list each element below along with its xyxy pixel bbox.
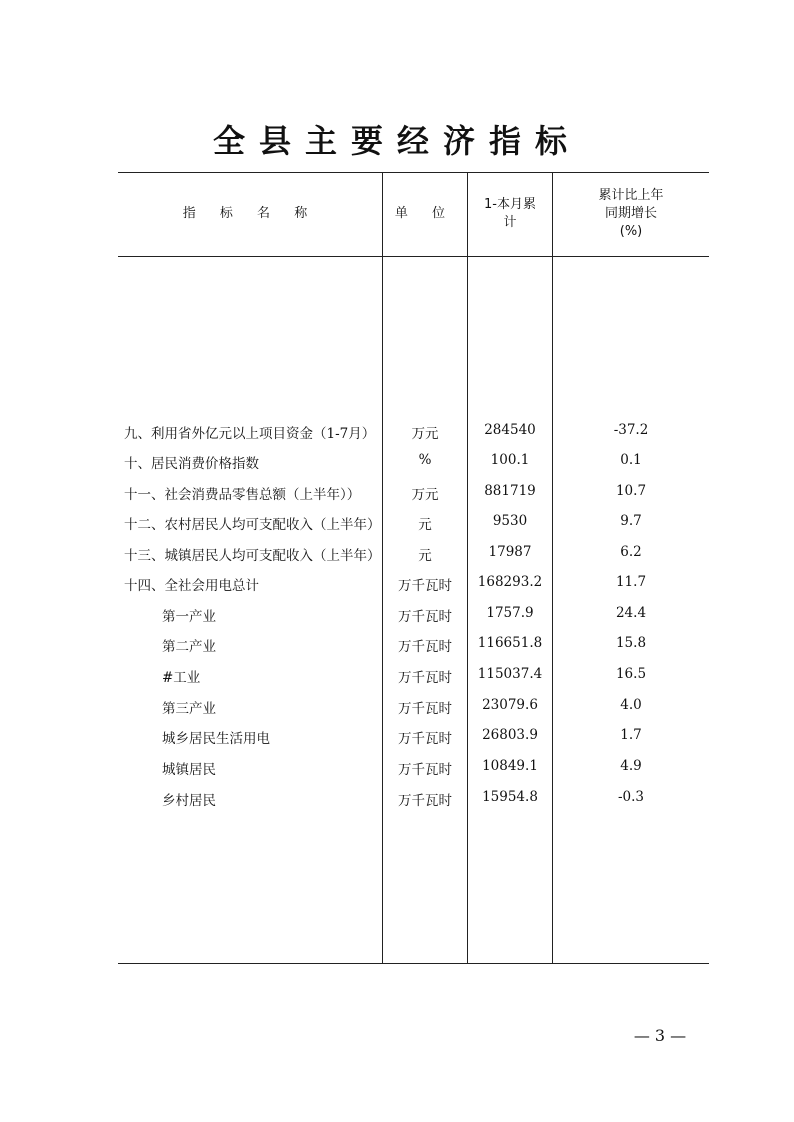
indicator-growth: 10.7 [615, 483, 647, 499]
indicator-value: 881719 [484, 483, 536, 499]
indicator-name: 第一产业 [162, 609, 216, 625]
table-row [0, 786, 794, 810]
indicator-name: 十二、农村居民人均可支配收入（上半年） [124, 517, 381, 533]
column-divider [382, 172, 383, 964]
table-row [0, 510, 794, 534]
indicator-unit: 万千瓦时 [398, 762, 452, 778]
indicator-growth: 24.4 [615, 605, 647, 621]
indicator-unit: 万千瓦时 [398, 793, 452, 809]
indicator-unit: 元 [418, 517, 432, 533]
indicator-unit: 万千瓦时 [398, 670, 452, 686]
header-cumulative-line1: 1-本月累 [484, 197, 536, 212]
indicator-unit: 万千瓦时 [398, 731, 452, 747]
indicator-growth: -37.2 [613, 422, 649, 438]
indicator-unit: 万元 [411, 426, 439, 442]
column-divider [552, 172, 553, 964]
indicator-name: 第二产业 [162, 639, 216, 655]
table-row [0, 694, 794, 718]
page-number: — 3 — [633, 1026, 687, 1045]
indicator-name: #工业 [162, 670, 201, 686]
table-row [0, 571, 794, 595]
table-row [0, 724, 794, 748]
indicator-name: 城镇居民 [162, 762, 216, 778]
indicator-growth: 16.5 [615, 666, 647, 682]
indicator-growth: 1.7 [620, 727, 642, 743]
indicator-value: 168293.2 [477, 574, 543, 590]
indicator-name: 十三、城镇居民人均可支配收入（上半年） [124, 548, 381, 564]
indicator-growth: 6.2 [620, 544, 642, 560]
table-row [0, 632, 794, 656]
header-growth-line1: 累计比上年 [598, 188, 664, 203]
indicator-value: 26803.9 [482, 727, 538, 743]
header-name: 指 标 名 称 [182, 206, 318, 221]
indicator-name: 九、利用省外亿元以上项目资金（1-7月） [124, 426, 376, 442]
header-growth [553, 172, 709, 256]
table-row [0, 480, 794, 504]
indicator-growth: 11.7 [615, 574, 647, 590]
indicator-name: 第三产业 [162, 701, 216, 717]
header-cumulative [468, 172, 552, 256]
indicator-growth: 4.0 [620, 697, 642, 713]
header-unit: 单 位 [394, 206, 456, 221]
indicator-growth: 0.1 [620, 452, 642, 468]
indicator-value: 15954.8 [482, 789, 538, 805]
indicator-unit: 万千瓦时 [398, 578, 452, 594]
indicator-value: 23079.6 [482, 697, 538, 713]
table-row [0, 449, 794, 473]
table-row [0, 755, 794, 779]
indicator-name: 十一、社会消费品零售总额（上半年）） [124, 487, 361, 503]
table-row [0, 419, 794, 443]
table-row [0, 602, 794, 626]
indicator-unit: 万千瓦时 [398, 609, 452, 625]
header-cumulative-line2: 计 [503, 215, 517, 230]
indicator-name: 十四、全社会用电总计 [124, 578, 259, 594]
indicator-name: 城乡居民生活用电 [162, 731, 270, 747]
indicator-growth: 4.9 [620, 758, 642, 774]
indicator-value: 17987 [488, 544, 532, 560]
indicator-value: 10849.1 [482, 758, 538, 774]
header-growth-line2: 同期增长 [604, 206, 657, 221]
indicator-unit: % [418, 452, 432, 468]
table-bottom-rule [118, 963, 709, 964]
indicator-value: 9530 [492, 513, 528, 529]
indicator-unit: 元 [418, 548, 432, 564]
page-title: 全县主要经济指标 [212, 122, 581, 160]
table-row [0, 663, 794, 687]
indicator-value: 116651.8 [477, 635, 543, 651]
indicator-value: 115037.4 [477, 666, 543, 682]
indicator-name: 十、居民消费价格指数 [124, 456, 259, 472]
indicator-name: 乡村居民 [162, 793, 216, 809]
column-divider [467, 172, 468, 964]
indicator-growth: -0.3 [617, 789, 645, 805]
indicator-unit: 万千瓦时 [398, 701, 452, 717]
indicator-growth: 9.7 [620, 513, 642, 529]
indicator-value: 100.1 [490, 452, 530, 468]
indicator-value: 284540 [484, 422, 536, 438]
table-header-rule [118, 256, 709, 257]
indicator-unit: 万元 [411, 487, 439, 503]
indicator-value: 1757.9 [486, 605, 534, 621]
header-growth-line3: (%) [619, 224, 643, 239]
indicator-unit: 万千瓦时 [398, 639, 452, 655]
table-row [0, 541, 794, 565]
indicator-growth: 15.8 [615, 635, 647, 651]
